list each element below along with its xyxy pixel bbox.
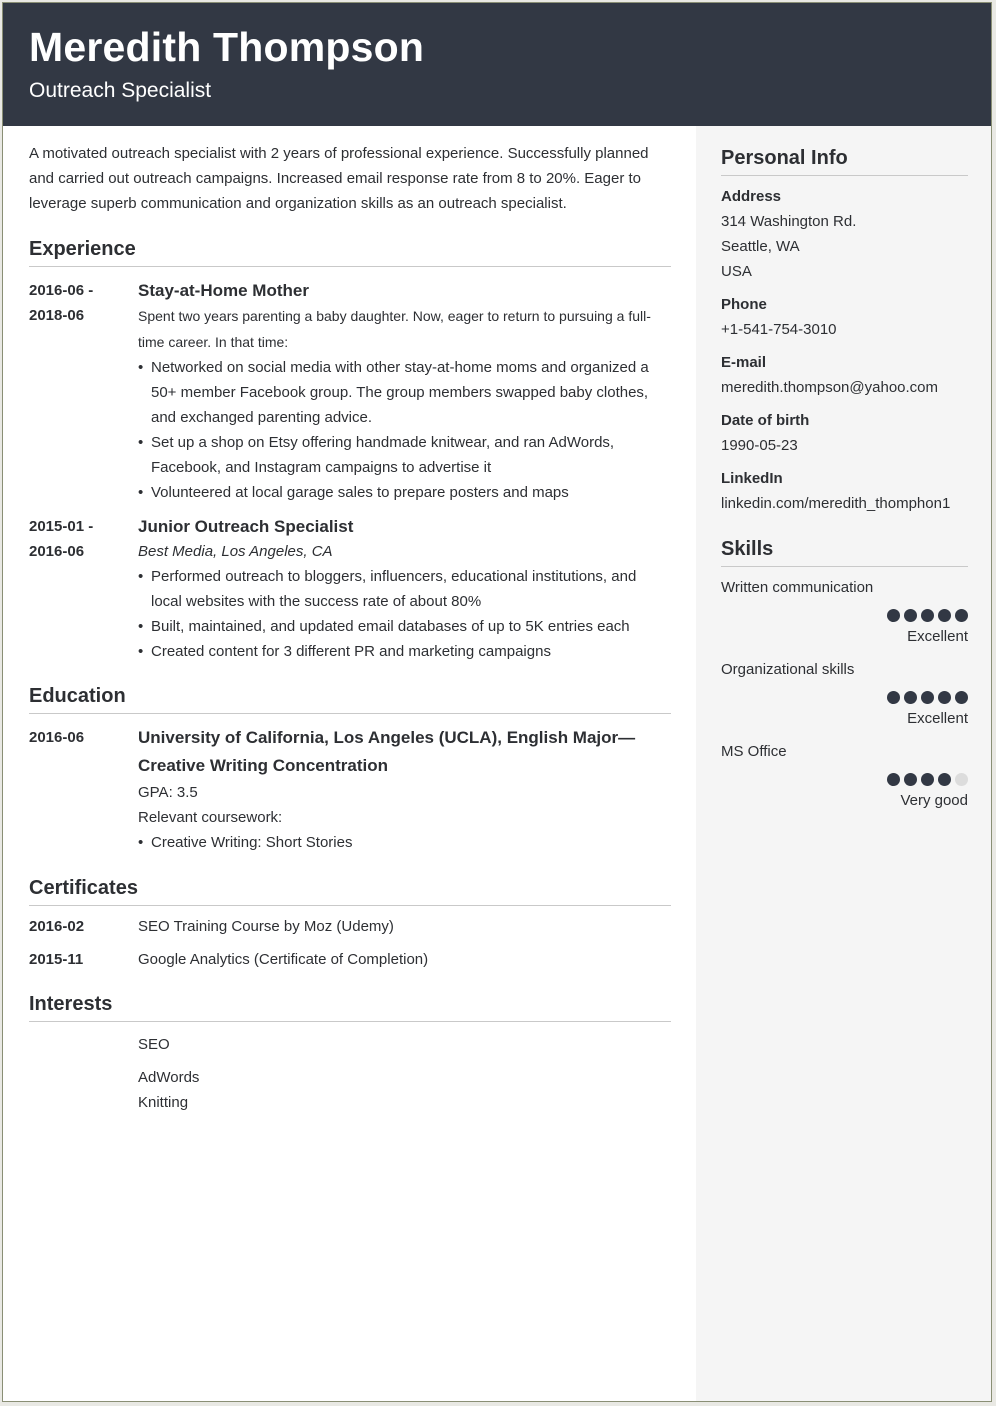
rating-dot-filled bbox=[921, 609, 934, 622]
list-item: • Set up a shop on Etsy offering handmade knitwear, and ran AdWords, Facebook, and Instagram campaigns to advertise it bbox=[138, 430, 671, 480]
list-item: • Performed outreach to bloggers, influencers, educational institutions, and local websites with the success rate of about 80% bbox=[138, 564, 671, 614]
sidebar bbox=[696, 126, 992, 1402]
birthdate-label: Date of birth bbox=[721, 412, 810, 429]
email-value: meredith.thompson@yahoo.com bbox=[721, 379, 939, 396]
rating-dot-filled bbox=[921, 773, 934, 786]
experience-heading: Experience bbox=[29, 237, 671, 267]
certificate-date: 2016-02 bbox=[29, 918, 85, 935]
birthdate-value: 1990-05-23 bbox=[721, 437, 798, 454]
skill-rating bbox=[721, 600, 968, 624]
interests-heading: Interests bbox=[29, 992, 671, 1022]
list-item: • Networked on social media with other stay-at-home moms and organized a 50+ member Facebook group. The group members swapped baby clothes, and exchanged parenting advice. bbox=[138, 355, 671, 430]
experience-section bbox=[29, 237, 671, 664]
skill-level: Excellent bbox=[907, 628, 968, 645]
phone-value: +1-541-754-3010 bbox=[721, 321, 837, 338]
candidate-title: Outreach Specialist bbox=[29, 79, 212, 102]
experience-date: 2015-01 - 2016-06 bbox=[29, 518, 94, 560]
rating-dot-filled bbox=[955, 609, 968, 622]
education-date: 2016-06 bbox=[29, 729, 85, 746]
coursework-label: Relevant coursework: bbox=[138, 809, 283, 826]
main-column bbox=[29, 141, 671, 1115]
rating-dot-filled bbox=[955, 691, 968, 704]
education-heading: Education bbox=[29, 684, 671, 714]
interests-section bbox=[29, 992, 671, 1115]
skill-name: Organizational skills bbox=[721, 661, 855, 678]
rating-dot-filled bbox=[887, 773, 900, 786]
candidate-name: Meredith Thompson bbox=[29, 24, 425, 70]
address-value: 314 Washington Rd. Seattle, WA USA bbox=[721, 213, 857, 280]
phone-label: Phone bbox=[721, 296, 767, 313]
job-description: Spent two years parenting a baby daughter. Now, eager to return to pursuing a full-time career. In that time: bbox=[138, 308, 651, 350]
certificate-date: 2015-11 bbox=[29, 951, 84, 968]
skill-rating bbox=[721, 764, 968, 788]
rating-dot-filled bbox=[904, 609, 917, 622]
email-label: E-mail bbox=[721, 354, 767, 371]
experience-date: 2016-06 - 2018-06 bbox=[29, 282, 94, 324]
experience-entry bbox=[29, 278, 671, 505]
job-bullets bbox=[138, 564, 671, 664]
coursework-list bbox=[138, 830, 671, 855]
interest-item: SEO bbox=[138, 1036, 170, 1053]
list-item: • Creative Writing: Short Stories bbox=[138, 830, 671, 855]
list-item: • Built, maintained, and updated email databases of up to 5K entries each bbox=[138, 614, 671, 639]
certificate-row bbox=[29, 947, 671, 972]
certificate-name: SEO Training Course by Moz (Udemy) bbox=[138, 918, 394, 935]
rating-dot-filled bbox=[938, 691, 951, 704]
certificates-heading: Certificates bbox=[29, 876, 671, 906]
certificate-row bbox=[29, 914, 671, 939]
skill-level: Very good bbox=[900, 792, 968, 809]
skills-heading: Skills bbox=[721, 537, 968, 567]
certificate-name: Google Analytics (Certificate of Completion) bbox=[138, 951, 429, 968]
rating-dot-filled bbox=[904, 691, 917, 704]
rating-dot-filled bbox=[938, 773, 951, 786]
skill-name: Written communication bbox=[721, 579, 874, 596]
rating-dot-filled bbox=[904, 773, 917, 786]
skill-rating bbox=[721, 682, 968, 706]
resume-header bbox=[3, 3, 992, 126]
interest-item: Knitting bbox=[138, 1094, 189, 1111]
skill-level: Excellent bbox=[907, 710, 968, 727]
rating-dot-filled bbox=[887, 691, 900, 704]
linkedin-label: LinkedIn bbox=[721, 470, 783, 487]
job-title: Stay-at-Home Mother bbox=[138, 281, 309, 300]
address-label: Address bbox=[721, 188, 782, 205]
education-gpa: GPA: 3.5 bbox=[138, 784, 198, 801]
education-section bbox=[29, 684, 671, 855]
experience-entry bbox=[29, 514, 671, 664]
job-organization: Best Media, Los Angeles, CA bbox=[138, 543, 333, 560]
resume-page bbox=[2, 2, 992, 1402]
job-bullets bbox=[138, 355, 671, 505]
rating-dot-empty bbox=[955, 773, 968, 786]
rating-dot-filled bbox=[887, 609, 900, 622]
interest-item: AdWords bbox=[138, 1069, 200, 1086]
job-title: Junior Outreach Specialist bbox=[138, 517, 354, 536]
rating-dot-filled bbox=[921, 691, 934, 704]
skill-name: MS Office bbox=[721, 743, 787, 760]
summary: A motivated outreach specialist with 2 years of professional experience. Successfully planned and carried out outreach campaigns. Increased email response rate from 8 to 20%. Eager to leverage superb communication and organization skills as an outreach specialist. bbox=[29, 145, 649, 212]
certificates-section bbox=[29, 876, 671, 972]
list-item: • Created content for 3 different PR and marketing campaigns bbox=[138, 639, 671, 664]
personal-info-heading: Personal Info bbox=[721, 146, 968, 176]
education-entry bbox=[29, 724, 671, 855]
education-title: University of California, Los Angeles (UCLA), English Major—Creative Writing Concentration bbox=[138, 728, 636, 775]
rating-dot-filled bbox=[938, 609, 951, 622]
list-item: • Volunteered at local garage sales to prepare posters and maps bbox=[138, 480, 671, 505]
linkedin-value: linkedin.com/meredith_thomphon1 bbox=[721, 495, 951, 512]
